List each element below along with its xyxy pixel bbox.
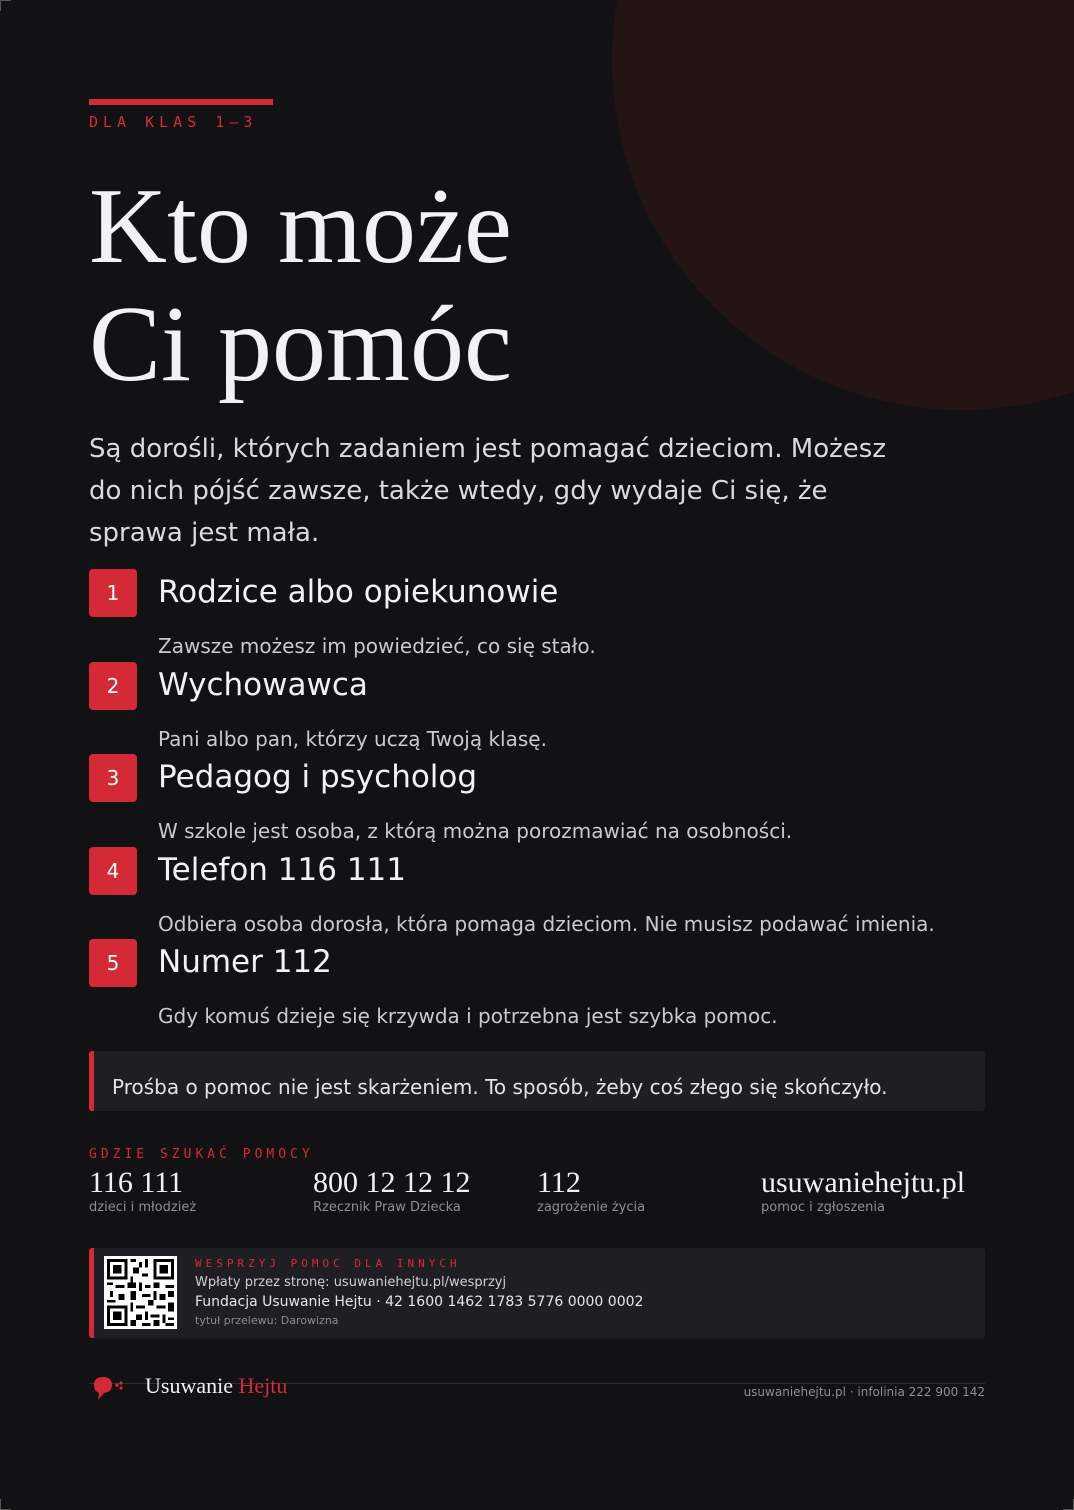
page-title [89, 168, 512, 404]
contacts-section-label: GDZIE SZUKAĆ POMOCY [89, 1147, 314, 1162]
title-line-1: Kto może [89, 167, 512, 286]
contact-website [761, 1166, 965, 1216]
support-donation-link[interactable]: Wpłaty przez stronę: usuwaniehejtu.pl/wesprzyj [195, 1275, 507, 1290]
intro-text: Są dorośli, których zadaniem jest pomagać dzieciom. Możesz do nich pójść zawsze, także wtedy, gdy wydaje Ci się, że sprawa jest mała. [89, 434, 886, 548]
speech-bubble-logo-icon [92, 1374, 126, 1404]
qr-code-icon[interactable] [104, 1256, 177, 1329]
item-title: Wychowawca [158, 666, 368, 703]
support-transfer-title: tytuł przelewu: Darowizna [195, 1314, 339, 1327]
list-item [89, 569, 989, 662]
logo-word-2: Hejtu [238, 1373, 288, 1398]
crop-mark-bottom-left [0, 1499, 11, 1510]
crop-mark-bottom-right [1063, 1499, 1074, 1510]
callout-text: Prośba o pomoc nie jest skarżeniem. To sposób, żeby coś złego się skończyło. [112, 1075, 888, 1099]
contact-number: 112 [537, 1166, 581, 1199]
item-description: Odbiera osoba dorosła, która pomaga dzieciom. Nie musisz podawać imienia. [158, 911, 935, 936]
decorative-circle [612, 0, 1074, 410]
item-title: Rodzice albo opiekunowie [158, 574, 559, 610]
item-number-badge: 5 [89, 939, 137, 987]
contact-number: 116 111 [89, 1166, 184, 1199]
support-panel [89, 1248, 985, 1338]
title-line-2: Ci pomóc [89, 285, 512, 404]
item-number-badge: 1 [89, 569, 137, 617]
logo-word-1: Usuwanie [145, 1373, 233, 1398]
contact-caption: dzieci i młodzież [89, 1200, 197, 1215]
item-number-badge: 4 [89, 847, 137, 895]
contact-caption: Rzecznik Praw Dziecka [313, 1200, 461, 1215]
item-description: Pani albo pan, którzy uczą Twoją klasę. [158, 726, 547, 751]
contact-112 [537, 1166, 645, 1216]
callout-note [89, 1051, 985, 1111]
crop-mark-top-left [0, 0, 11, 11]
item-number-badge: 2 [89, 662, 137, 710]
contact-link[interactable]: usuwaniehejtu.pl [761, 1166, 966, 1199]
eyebrow-label: DLA KLAS 1–3 [89, 113, 258, 131]
item-title: Telefon 116 111 [158, 851, 406, 888]
contact-caption: pomoc i zgłoszenia [761, 1200, 885, 1215]
contact-number: 800 12 12 12 [313, 1166, 471, 1199]
list-item [89, 662, 989, 755]
list-item [89, 754, 989, 847]
contact-116111 [89, 1166, 196, 1216]
accent-bar [89, 99, 273, 105]
contact-800121212 [313, 1166, 471, 1216]
item-title: Numer 112 [158, 944, 332, 981]
item-description: Zawsze możesz im powiedzieć, co się stało. [158, 634, 596, 658]
support-bank-account: Fundacja Usuwanie Hejtu · 42 1600 1462 1783 5776 0000 0002 [195, 1294, 644, 1310]
support-label: WESPRZYJ POMOC DLA INNYCH [195, 1257, 461, 1270]
brand-logo-text [145, 1373, 287, 1399]
list-item [89, 847, 989, 940]
item-description: W szkole jest osoba, z którą można porozmawiać na osobności. [158, 819, 793, 844]
footer-contact: usuwaniehejtu.pl · infolinia 222 900 142 [743, 1385, 985, 1399]
list-item [89, 939, 989, 1032]
helpers-list [89, 569, 989, 1032]
item-title: Pedagog i psycholog [158, 759, 478, 796]
item-number-badge: 3 [89, 754, 137, 802]
item-description: Gdy komuś dzieje się krzywda i potrzebna jest szybka pomoc. [158, 1004, 778, 1029]
contact-caption: zagrożenie życia [537, 1200, 646, 1215]
